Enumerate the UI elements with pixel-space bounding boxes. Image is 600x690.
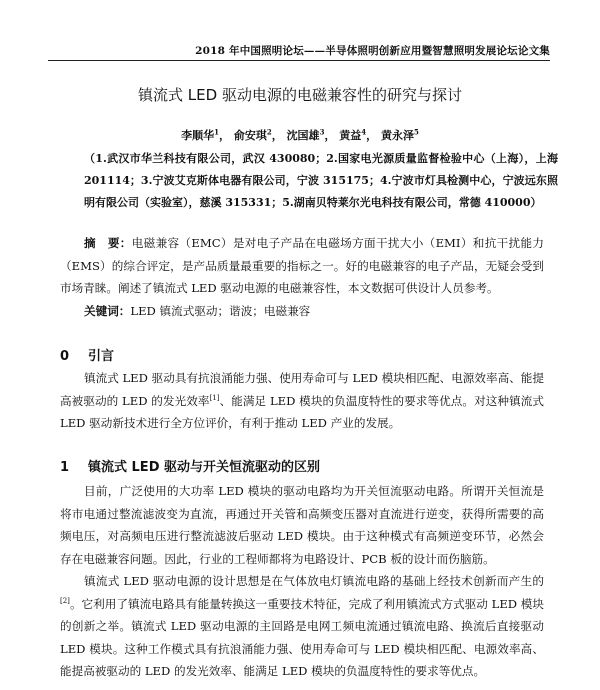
section-title: 引言: [88, 349, 115, 364]
author: 俞安琪: [233, 129, 267, 142]
abstract-text: 电磁兼容（EMC）是对电子产品在电磁场方面干扰大小（EMI）和抗干扰能力（EMS）的综合评定，是产品质量最重要的指标之一。好的电磁兼容的电子产品，无疑会受到市场青睐。阐述了镇流式 LED 驱动电源的电磁兼容性，本文数据可供设计人员参考。: [60, 236, 544, 296]
author: 李顺华: [181, 129, 215, 142]
author: 沈国雄: [286, 129, 320, 142]
section-title: 镇流式 LED 驱动与开关恒流驱动的区别: [88, 460, 321, 475]
keywords: [60, 300, 544, 323]
section-number: 1: [60, 460, 70, 475]
paragraph: 目前，广泛使用的大功率 LED 模块的驱动电路均为开关恒流驱动电路。所谓开关恒流是将市电通过整流滤波变为直流，再通过开关管和高频变压器对直流进行逆变，获得所需要的高频电压，对高频电压进行整流滤波后驱动 LED 模块。由于这种模式有高频逆变环节，必然会存在电磁兼容问题。因此，行业的工程师都将为电路设计、PCB 板的设计而伤脑筋。: [60, 484, 544, 566]
section-heading-0: [60, 345, 114, 364]
keywords-label: 关键词：: [84, 304, 131, 318]
paragraph: 镇流式 LED 驱动电源的设计思想是在气体放电灯镇流电路的基础上经技术创新而产生的[2]。它利用了镇流电路具有能量转换这一重要技术特征，完成了利用镇流式方式驱动 LED 模块的创新之举。镇流式 LED 驱动电源的主回路是电网工频电流通过镇流电路、换流后直接驱动 LED 模块。这种工作模式具有抗浪涌能力强、使用寿命可与 LED 模块相匹配、电源效率高、能提高被驱动的 LED 的发光效率、能满足 LED 模块的负温度特性的要求等优点。: [60, 574, 544, 679]
section-heading-1: [60, 456, 320, 475]
paragraph: 镇流式 LED 驱动具有抗浪涌能力强、使用寿命可与 LED 模块相匹配、电源效率高、能提高被驱动的 LED 的发光效率[1]、能满足 LED 模块的负温度特性的要求等优点。对这种镇流式 LED 驱动新技术进行全方位评价，有利于推动 LED 产业的发展。: [60, 371, 544, 431]
paper-title: 镇流式 LED 驱动电源的电磁兼容性的研究与探讨: [138, 86, 462, 104]
header-rule: [48, 60, 550, 61]
section-number: 0: [60, 349, 70, 364]
abstract: [60, 232, 544, 300]
author: 黄益: [339, 129, 362, 142]
affiliations: （1.武汉市华兰科技有限公司，武汉 430080；2.国家电光源质量监督检验中心（上海），上海 201114；3.宁波艾克斯体电器有限公司，宁波 315175；4.宁波市灯具检测中心，宁波远东照明有限公司（实验室），慈溪 315331；5.湖南贝特莱尔光电科技有限公司，常德 410000）: [84, 152, 558, 209]
author: 黄永泽: [381, 129, 414, 142]
running-header: 2018 年中国照明论坛——半导体照明创新应用暨智慧照明发展论坛论文集: [195, 45, 550, 57]
keywords-text: LED 镇流式驱动；谐波；电磁兼容: [130, 304, 311, 318]
abstract-label: 摘 要：: [84, 236, 132, 250]
author-list: 李顺华$^1$， 俞安琪$^2$， 沈国雄$^3$， 黄益$^4$， 黄永泽$^5$: [181, 127, 419, 142]
